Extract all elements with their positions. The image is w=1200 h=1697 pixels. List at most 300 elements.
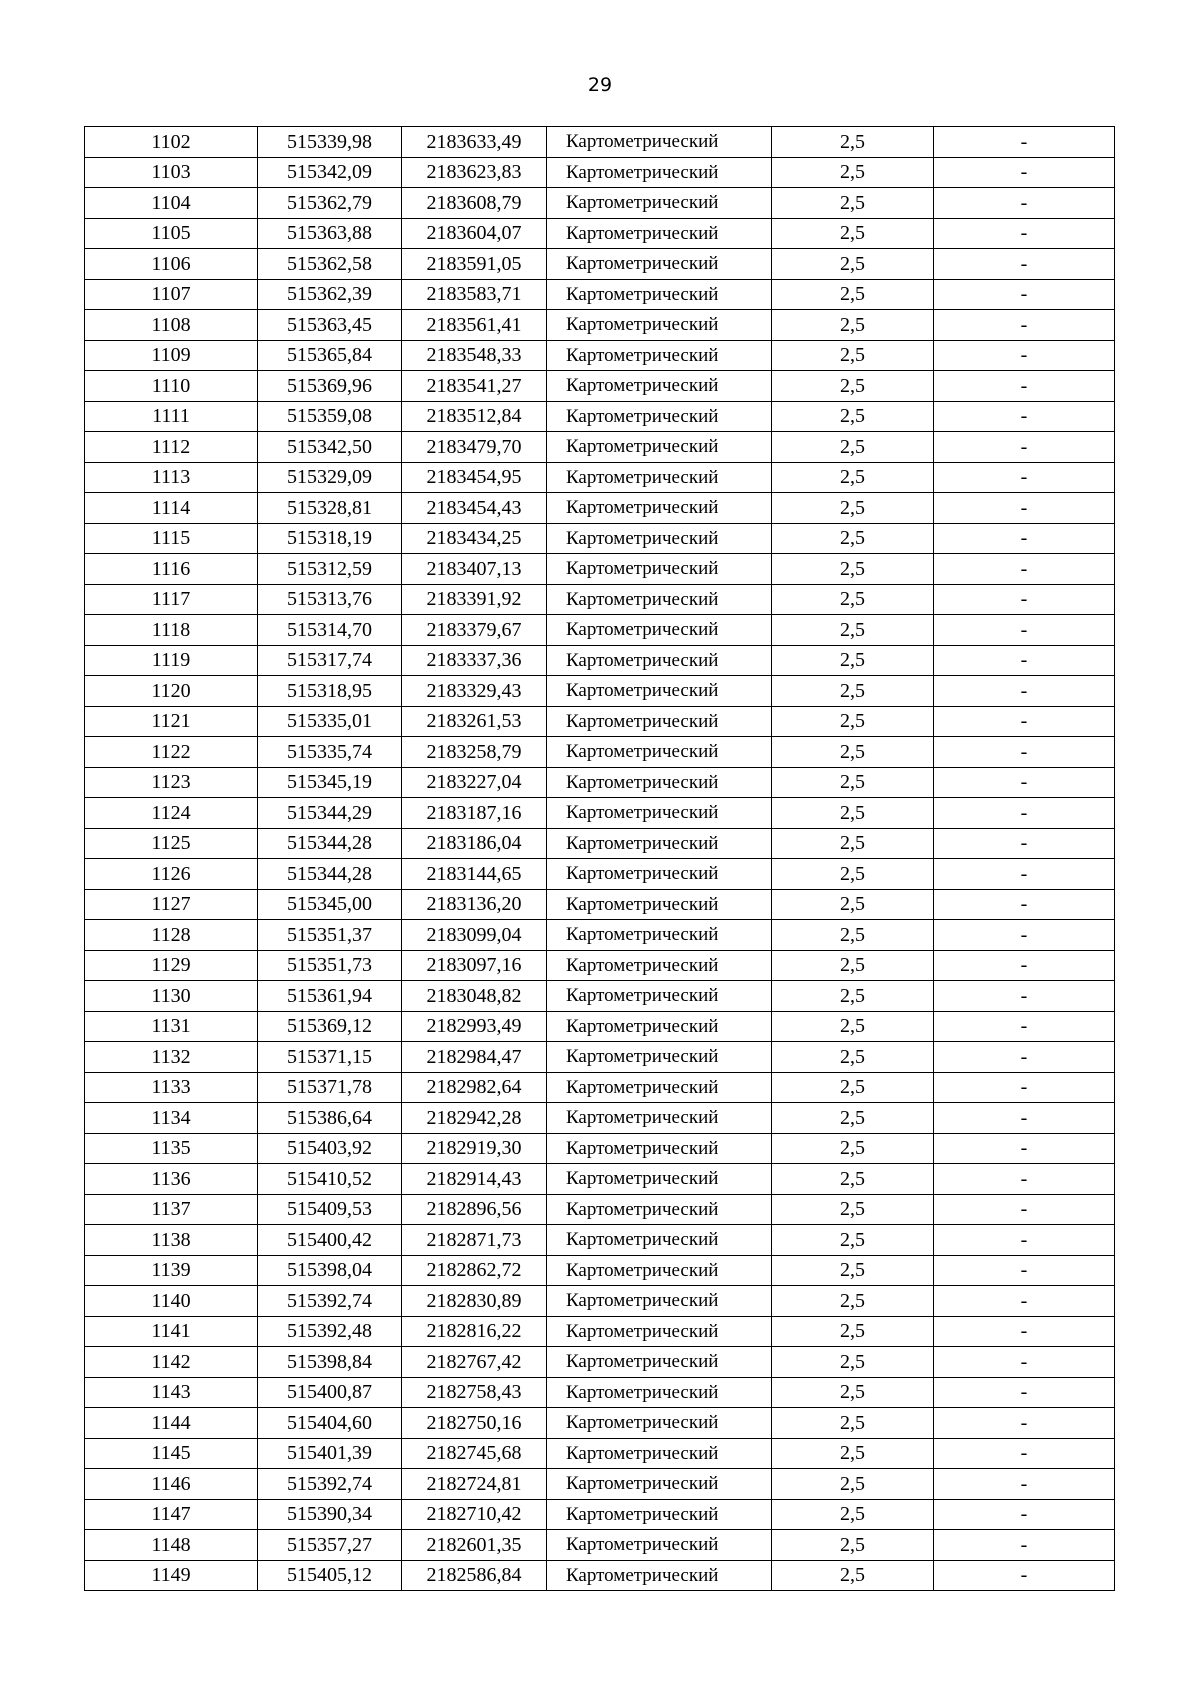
note-cell: - <box>934 310 1115 341</box>
point-number-cell: 1107 <box>85 279 258 310</box>
x-coordinate-cell: 515363,45 <box>258 310 402 341</box>
y-coordinate-cell: 2183337,36 <box>402 645 547 676</box>
accuracy-cell: 2,5 <box>772 523 934 554</box>
table-row <box>85 1286 1115 1317</box>
accuracy-cell: 2,5 <box>772 1560 934 1591</box>
table-row <box>85 584 1115 615</box>
x-coordinate-cell: 515318,95 <box>258 676 402 707</box>
x-coordinate-cell: 515392,48 <box>258 1316 402 1347</box>
method-cell: Картометрический <box>547 523 772 554</box>
point-number-cell: 1144 <box>85 1408 258 1439</box>
note-cell: - <box>934 889 1115 920</box>
table-row <box>85 1347 1115 1378</box>
method-cell: Картометрический <box>547 1103 772 1134</box>
y-coordinate-cell: 2182982,64 <box>402 1072 547 1103</box>
y-coordinate-cell: 2183136,20 <box>402 889 547 920</box>
point-number-cell: 1103 <box>85 157 258 188</box>
note-cell: - <box>934 157 1115 188</box>
accuracy-cell: 2,5 <box>772 218 934 249</box>
method-cell: Картометрический <box>547 1042 772 1073</box>
table-row <box>85 1072 1115 1103</box>
table-row <box>85 981 1115 1012</box>
note-cell: - <box>934 1408 1115 1439</box>
table-row <box>85 767 1115 798</box>
accuracy-cell: 2,5 <box>772 1225 934 1256</box>
note-cell: - <box>934 1286 1115 1317</box>
page-number: 29 <box>587 74 613 96</box>
method-cell: Картометрический <box>547 767 772 798</box>
note-cell: - <box>934 981 1115 1012</box>
note-cell: - <box>934 1530 1115 1561</box>
note-cell: - <box>934 279 1115 310</box>
point-number-cell: 1114 <box>85 493 258 524</box>
y-coordinate-cell: 2183407,13 <box>402 554 547 585</box>
table-row <box>85 1225 1115 1256</box>
accuracy-cell: 2,5 <box>772 432 934 463</box>
accuracy-cell: 2,5 <box>772 981 934 1012</box>
y-coordinate-cell: 2182758,43 <box>402 1377 547 1408</box>
method-cell: Картометрический <box>547 584 772 615</box>
method-cell: Картометрический <box>547 127 772 158</box>
x-coordinate-cell: 515405,12 <box>258 1560 402 1591</box>
point-number-cell: 1139 <box>85 1255 258 1286</box>
y-coordinate-cell: 2182750,16 <box>402 1408 547 1439</box>
method-cell: Картометрический <box>547 1316 772 1347</box>
y-coordinate-cell: 2182914,43 <box>402 1164 547 1195</box>
note-cell: - <box>934 1469 1115 1500</box>
y-coordinate-cell: 2183379,67 <box>402 615 547 646</box>
accuracy-cell: 2,5 <box>772 920 934 951</box>
x-coordinate-cell: 515344,28 <box>258 828 402 859</box>
point-number-cell: 1116 <box>85 554 258 585</box>
accuracy-cell: 2,5 <box>772 798 934 829</box>
method-cell: Картометрический <box>547 1164 772 1195</box>
y-coordinate-cell: 2183583,71 <box>402 279 547 310</box>
note-cell: - <box>934 371 1115 402</box>
table-row <box>85 676 1115 707</box>
note-cell: - <box>934 1042 1115 1073</box>
point-number-cell: 1105 <box>85 218 258 249</box>
accuracy-cell: 2,5 <box>772 1133 934 1164</box>
method-cell: Картометрический <box>547 310 772 341</box>
y-coordinate-cell: 2182586,84 <box>402 1560 547 1591</box>
method-cell: Картометрический <box>547 1408 772 1439</box>
table-row <box>85 157 1115 188</box>
y-coordinate-cell: 2182896,56 <box>402 1194 547 1225</box>
point-number-cell: 1132 <box>85 1042 258 1073</box>
method-cell: Картометрический <box>547 737 772 768</box>
method-cell: Картометрический <box>547 1347 772 1378</box>
point-number-cell: 1148 <box>85 1530 258 1561</box>
table-row <box>85 1255 1115 1286</box>
table-row <box>85 1133 1115 1164</box>
coordinates-table <box>84 126 1115 1591</box>
accuracy-cell: 2,5 <box>772 584 934 615</box>
x-coordinate-cell: 515335,74 <box>258 737 402 768</box>
accuracy-cell: 2,5 <box>772 1255 934 1286</box>
x-coordinate-cell: 515357,27 <box>258 1530 402 1561</box>
y-coordinate-cell: 2182830,89 <box>402 1286 547 1317</box>
x-coordinate-cell: 515390,34 <box>258 1499 402 1530</box>
point-number-cell: 1110 <box>85 371 258 402</box>
accuracy-cell: 2,5 <box>772 676 934 707</box>
note-cell: - <box>934 1316 1115 1347</box>
point-number-cell: 1130 <box>85 981 258 1012</box>
method-cell: Картометрический <box>547 1133 772 1164</box>
y-coordinate-cell: 2183048,82 <box>402 981 547 1012</box>
table-row <box>85 645 1115 676</box>
note-cell: - <box>934 584 1115 615</box>
y-coordinate-cell: 2183329,43 <box>402 676 547 707</box>
x-coordinate-cell: 515398,84 <box>258 1347 402 1378</box>
table-row <box>85 279 1115 310</box>
point-number-cell: 1124 <box>85 798 258 829</box>
accuracy-cell: 2,5 <box>772 188 934 219</box>
y-coordinate-cell: 2182862,72 <box>402 1255 547 1286</box>
point-number-cell: 1138 <box>85 1225 258 1256</box>
point-number-cell: 1118 <box>85 615 258 646</box>
x-coordinate-cell: 515400,42 <box>258 1225 402 1256</box>
x-coordinate-cell: 515362,39 <box>258 279 402 310</box>
x-coordinate-cell: 515345,19 <box>258 767 402 798</box>
point-number-cell: 1122 <box>85 737 258 768</box>
note-cell: - <box>934 554 1115 585</box>
y-coordinate-cell: 2183454,95 <box>402 462 547 493</box>
point-number-cell: 1131 <box>85 1011 258 1042</box>
note-cell: - <box>934 1347 1115 1378</box>
coordinates-table-body <box>85 127 1115 1591</box>
point-number-cell: 1145 <box>85 1438 258 1469</box>
y-coordinate-cell: 2183633,49 <box>402 127 547 158</box>
point-number-cell: 1112 <box>85 432 258 463</box>
table-row <box>85 1499 1115 1530</box>
note-cell: - <box>934 737 1115 768</box>
point-number-cell: 1141 <box>85 1316 258 1347</box>
y-coordinate-cell: 2183144,65 <box>402 859 547 890</box>
note-cell: - <box>934 859 1115 890</box>
method-cell: Картометрический <box>547 371 772 402</box>
accuracy-cell: 2,5 <box>772 889 934 920</box>
note-cell: - <box>934 1072 1115 1103</box>
note-cell: - <box>934 767 1115 798</box>
point-number-cell: 1140 <box>85 1286 258 1317</box>
method-cell: Картометрический <box>547 1499 772 1530</box>
y-coordinate-cell: 2182919,30 <box>402 1133 547 1164</box>
y-coordinate-cell: 2182993,49 <box>402 1011 547 1042</box>
accuracy-cell: 2,5 <box>772 1347 934 1378</box>
table-row <box>85 1438 1115 1469</box>
accuracy-cell: 2,5 <box>772 859 934 890</box>
x-coordinate-cell: 515359,08 <box>258 401 402 432</box>
point-number-cell: 1147 <box>85 1499 258 1530</box>
method-cell: Картометрический <box>547 1225 772 1256</box>
y-coordinate-cell: 2183548,33 <box>402 340 547 371</box>
x-coordinate-cell: 515318,19 <box>258 523 402 554</box>
table-row <box>85 127 1115 158</box>
note-cell: - <box>934 127 1115 158</box>
y-coordinate-cell: 2183541,27 <box>402 371 547 402</box>
x-coordinate-cell: 515403,92 <box>258 1133 402 1164</box>
table-row <box>85 310 1115 341</box>
accuracy-cell: 2,5 <box>772 554 934 585</box>
table-row <box>85 920 1115 951</box>
method-cell: Картометрический <box>547 981 772 1012</box>
point-number-cell: 1149 <box>85 1560 258 1591</box>
y-coordinate-cell: 2182745,68 <box>402 1438 547 1469</box>
table-row <box>85 1530 1115 1561</box>
point-number-cell: 1133 <box>85 1072 258 1103</box>
y-coordinate-cell: 2183608,79 <box>402 188 547 219</box>
accuracy-cell: 2,5 <box>772 279 934 310</box>
method-cell: Картометрический <box>547 462 772 493</box>
x-coordinate-cell: 515400,87 <box>258 1377 402 1408</box>
accuracy-cell: 2,5 <box>772 1499 934 1530</box>
accuracy-cell: 2,5 <box>772 1103 934 1134</box>
y-coordinate-cell: 2183258,79 <box>402 737 547 768</box>
point-number-cell: 1126 <box>85 859 258 890</box>
point-number-cell: 1120 <box>85 676 258 707</box>
method-cell: Картометрический <box>547 432 772 463</box>
point-number-cell: 1108 <box>85 310 258 341</box>
note-cell: - <box>934 1133 1115 1164</box>
x-coordinate-cell: 515351,73 <box>258 950 402 981</box>
x-coordinate-cell: 515401,39 <box>258 1438 402 1469</box>
point-number-cell: 1146 <box>85 1469 258 1500</box>
x-coordinate-cell: 515345,00 <box>258 889 402 920</box>
x-coordinate-cell: 515386,64 <box>258 1103 402 1134</box>
method-cell: Картометрический <box>547 1286 772 1317</box>
method-cell: Картометрический <box>547 218 772 249</box>
method-cell: Картометрический <box>547 859 772 890</box>
method-cell: Картометрический <box>547 340 772 371</box>
point-number-cell: 1119 <box>85 645 258 676</box>
x-coordinate-cell: 515392,74 <box>258 1286 402 1317</box>
y-coordinate-cell: 2182984,47 <box>402 1042 547 1073</box>
x-coordinate-cell: 515404,60 <box>258 1408 402 1439</box>
point-number-cell: 1128 <box>85 920 258 951</box>
note-cell: - <box>934 401 1115 432</box>
point-number-cell: 1137 <box>85 1194 258 1225</box>
table-row <box>85 1377 1115 1408</box>
method-cell: Картометрический <box>547 188 772 219</box>
x-coordinate-cell: 515369,12 <box>258 1011 402 1042</box>
table-row <box>85 1560 1115 1591</box>
method-cell: Картометрический <box>547 950 772 981</box>
table-row <box>85 798 1115 829</box>
table-row <box>85 188 1115 219</box>
x-coordinate-cell: 515342,50 <box>258 432 402 463</box>
x-coordinate-cell: 515339,98 <box>258 127 402 158</box>
note-cell: - <box>934 523 1115 554</box>
x-coordinate-cell: 515344,28 <box>258 859 402 890</box>
note-cell: - <box>934 1164 1115 1195</box>
table-row <box>85 554 1115 585</box>
x-coordinate-cell: 515362,58 <box>258 249 402 280</box>
method-cell: Картометрический <box>547 1469 772 1500</box>
y-coordinate-cell: 2183561,41 <box>402 310 547 341</box>
note-cell: - <box>934 249 1115 280</box>
method-cell: Картометрический <box>547 798 772 829</box>
y-coordinate-cell: 2183186,04 <box>402 828 547 859</box>
table-row <box>85 1103 1115 1134</box>
method-cell: Картометрический <box>547 401 772 432</box>
accuracy-cell: 2,5 <box>772 1072 934 1103</box>
method-cell: Картометрический <box>547 1377 772 1408</box>
x-coordinate-cell: 515369,96 <box>258 371 402 402</box>
accuracy-cell: 2,5 <box>772 737 934 768</box>
point-number-cell: 1143 <box>85 1377 258 1408</box>
table-row <box>85 218 1115 249</box>
accuracy-cell: 2,5 <box>772 1011 934 1042</box>
x-coordinate-cell: 515392,74 <box>258 1469 402 1500</box>
x-coordinate-cell: 515313,76 <box>258 584 402 615</box>
x-coordinate-cell: 515329,09 <box>258 462 402 493</box>
method-cell: Картометрический <box>547 1438 772 1469</box>
note-cell: - <box>934 1194 1115 1225</box>
method-cell: Картометрический <box>547 828 772 859</box>
accuracy-cell: 2,5 <box>772 615 934 646</box>
table-row <box>85 950 1115 981</box>
note-cell: - <box>934 1499 1115 1530</box>
point-number-cell: 1106 <box>85 249 258 280</box>
y-coordinate-cell: 2183227,04 <box>402 767 547 798</box>
method-cell: Картометрический <box>547 554 772 585</box>
table-row <box>85 706 1115 737</box>
accuracy-cell: 2,5 <box>772 1438 934 1469</box>
method-cell: Картометрический <box>547 645 772 676</box>
accuracy-cell: 2,5 <box>772 1316 934 1347</box>
method-cell: Картометрический <box>547 1194 772 1225</box>
accuracy-cell: 2,5 <box>772 1164 934 1195</box>
point-number-cell: 1125 <box>85 828 258 859</box>
point-number-cell: 1115 <box>85 523 258 554</box>
x-coordinate-cell: 515342,09 <box>258 157 402 188</box>
y-coordinate-cell: 2182816,22 <box>402 1316 547 1347</box>
accuracy-cell: 2,5 <box>772 493 934 524</box>
method-cell: Картометрический <box>547 1072 772 1103</box>
accuracy-cell: 2,5 <box>772 1042 934 1073</box>
accuracy-cell: 2,5 <box>772 767 934 798</box>
note-cell: - <box>934 1225 1115 1256</box>
y-coordinate-cell: 2183099,04 <box>402 920 547 951</box>
note-cell: - <box>934 462 1115 493</box>
accuracy-cell: 2,5 <box>772 706 934 737</box>
note-cell: - <box>934 1103 1115 1134</box>
method-cell: Картометрический <box>547 1255 772 1286</box>
note-cell: - <box>934 188 1115 219</box>
x-coordinate-cell: 515361,94 <box>258 981 402 1012</box>
point-number-cell: 1134 <box>85 1103 258 1134</box>
note-cell: - <box>934 1255 1115 1286</box>
accuracy-cell: 2,5 <box>772 1377 934 1408</box>
point-number-cell: 1129 <box>85 950 258 981</box>
method-cell: Картометрический <box>547 889 772 920</box>
y-coordinate-cell: 2183454,43 <box>402 493 547 524</box>
table-row <box>85 859 1115 890</box>
note-cell: - <box>934 828 1115 859</box>
table-row <box>85 401 1115 432</box>
x-coordinate-cell: 515312,59 <box>258 554 402 585</box>
accuracy-cell: 2,5 <box>772 950 934 981</box>
x-coordinate-cell: 515365,84 <box>258 340 402 371</box>
note-cell: - <box>934 340 1115 371</box>
note-cell: - <box>934 218 1115 249</box>
accuracy-cell: 2,5 <box>772 401 934 432</box>
point-number-cell: 1117 <box>85 584 258 615</box>
y-coordinate-cell: 2183512,84 <box>402 401 547 432</box>
table-row <box>85 432 1115 463</box>
accuracy-cell: 2,5 <box>772 645 934 676</box>
table-row <box>85 737 1115 768</box>
accuracy-cell: 2,5 <box>772 127 934 158</box>
method-cell: Картометрический <box>547 279 772 310</box>
accuracy-cell: 2,5 <box>772 1408 934 1439</box>
table-row <box>85 1011 1115 1042</box>
note-cell: - <box>934 950 1115 981</box>
y-coordinate-cell: 2183097,16 <box>402 950 547 981</box>
point-number-cell: 1121 <box>85 706 258 737</box>
x-coordinate-cell: 515410,52 <box>258 1164 402 1195</box>
y-coordinate-cell: 2183479,70 <box>402 432 547 463</box>
table-row <box>85 1164 1115 1195</box>
note-cell: - <box>934 645 1115 676</box>
point-number-cell: 1142 <box>85 1347 258 1378</box>
point-number-cell: 1111 <box>85 401 258 432</box>
x-coordinate-cell: 515314,70 <box>258 615 402 646</box>
accuracy-cell: 2,5 <box>772 310 934 341</box>
accuracy-cell: 2,5 <box>772 1194 934 1225</box>
y-coordinate-cell: 2183187,16 <box>402 798 547 829</box>
accuracy-cell: 2,5 <box>772 340 934 371</box>
note-cell: - <box>934 432 1115 463</box>
x-coordinate-cell: 515363,88 <box>258 218 402 249</box>
x-coordinate-cell: 515317,74 <box>258 645 402 676</box>
table-row <box>85 1194 1115 1225</box>
method-cell: Картометрический <box>547 615 772 646</box>
table-row <box>85 340 1115 371</box>
y-coordinate-cell: 2183604,07 <box>402 218 547 249</box>
x-coordinate-cell: 515371,78 <box>258 1072 402 1103</box>
table-row <box>85 828 1115 859</box>
point-number-cell: 1104 <box>85 188 258 219</box>
y-coordinate-cell: 2183434,25 <box>402 523 547 554</box>
y-coordinate-cell: 2183591,05 <box>402 249 547 280</box>
accuracy-cell: 2,5 <box>772 249 934 280</box>
method-cell: Картометрический <box>547 1530 772 1561</box>
note-cell: - <box>934 615 1115 646</box>
accuracy-cell: 2,5 <box>772 1469 934 1500</box>
table-row <box>85 1469 1115 1500</box>
method-cell: Картометрический <box>547 157 772 188</box>
y-coordinate-cell: 2183261,53 <box>402 706 547 737</box>
note-cell: - <box>934 1011 1115 1042</box>
point-number-cell: 1109 <box>85 340 258 371</box>
x-coordinate-cell: 515371,15 <box>258 1042 402 1073</box>
note-cell: - <box>934 798 1115 829</box>
note-cell: - <box>934 920 1115 951</box>
point-number-cell: 1123 <box>85 767 258 798</box>
table-row <box>85 523 1115 554</box>
table-row <box>85 371 1115 402</box>
note-cell: - <box>934 1377 1115 1408</box>
method-cell: Картометрический <box>547 1011 772 1042</box>
note-cell: - <box>934 1438 1115 1469</box>
accuracy-cell: 2,5 <box>772 157 934 188</box>
y-coordinate-cell: 2182767,42 <box>402 1347 547 1378</box>
method-cell: Картометрический <box>547 676 772 707</box>
x-coordinate-cell: 515328,81 <box>258 493 402 524</box>
x-coordinate-cell: 515409,53 <box>258 1194 402 1225</box>
